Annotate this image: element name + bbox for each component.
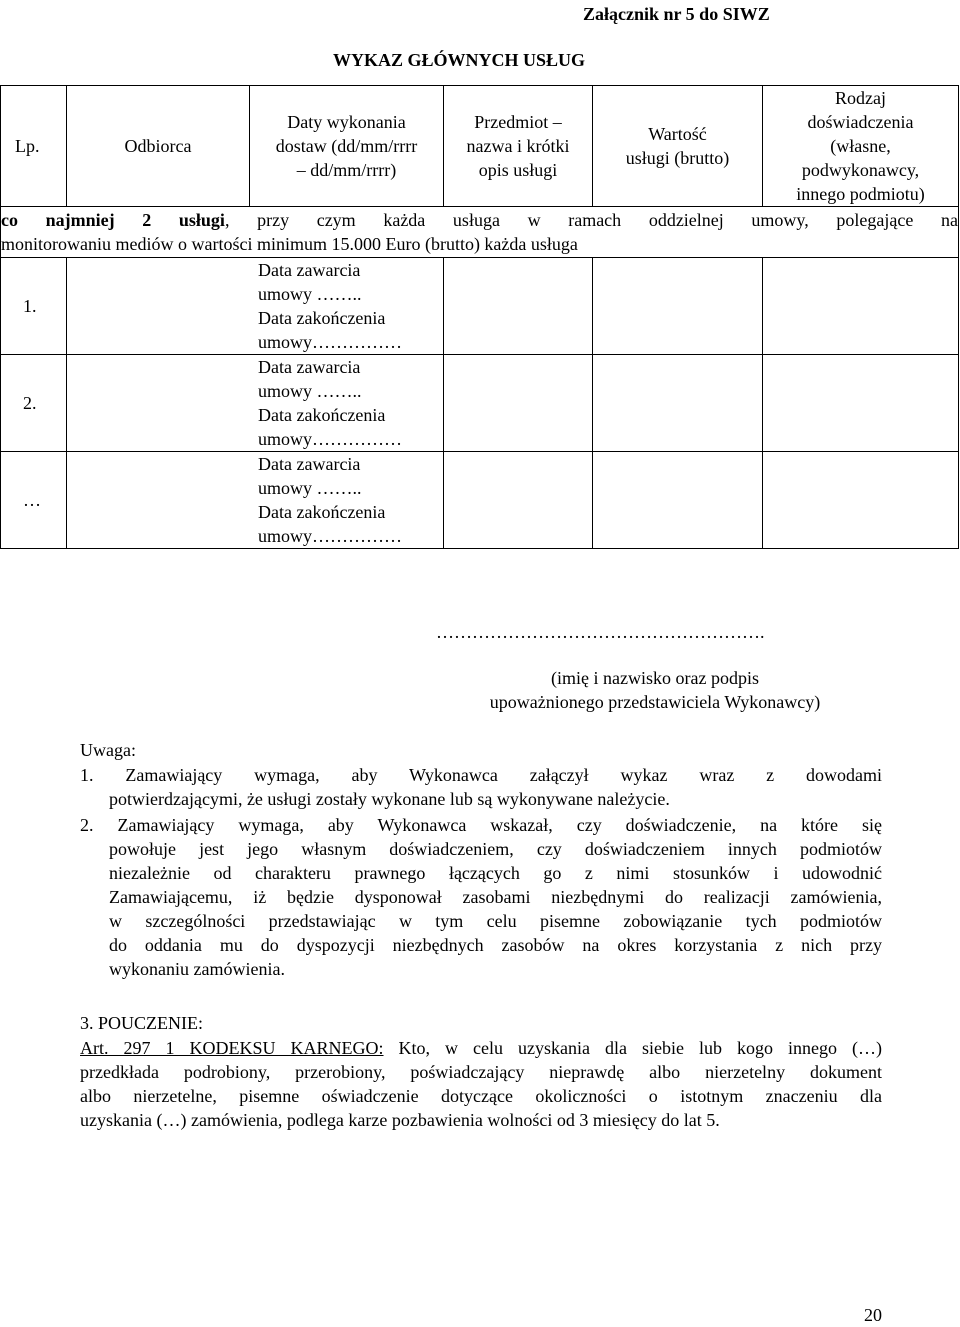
note-3: Art. 297 1 KODEKSU KARNEGO: Kto, w celu uzyskania dla siebie lub kogo innego (…) przedkłada podrobiony, przerobiony, poświadczający nieprawdę albo nierzetelny dokument albo nierzetelne, pisemne oświadczenie dotyczące okoliczności o istotnym znaczeniu dla uzyskania (…) zamówienia, podlega karze pozbawienia wolności od 3 miesięcy do lat 5.: [80, 1038, 882, 1130]
requirement-bold: co najmniej 2 usługi: [1, 210, 225, 230]
table-row: [1, 258, 959, 355]
header-rodzaj: Rodzaj doświadczenia (własne, podwykonawcy, innego podmiotu): [763, 86, 959, 207]
table-row: [1, 452, 959, 549]
document-title: WYKAZ GŁÓWNYCH USŁUG: [333, 50, 586, 70]
table-header-row: [1, 86, 959, 207]
row-dates: Data zawarcia umowy …….. Data zakończenia umowy……………: [67, 355, 444, 452]
header-przedmiot: Przedmiot – nazwa i krótki opis usługi: [444, 86, 593, 207]
row-lp: …: [1, 452, 67, 549]
header-lp: Lp.: [1, 86, 67, 207]
row-dates: Data zawarcia umowy …….. Data zakończenia umowy……………: [67, 258, 444, 355]
row-dates: Data zawarcia umowy …….. Data zakończenia umowy……………: [67, 452, 444, 549]
row-wartosc: [593, 355, 763, 452]
penal-code-reference: Art. 297 1 KODEKSU KARNEGO:: [80, 1038, 384, 1058]
requirement-cell: [1, 207, 959, 258]
signature-line: ……………………………………………….: [436, 622, 765, 642]
services-table: [0, 85, 959, 549]
signature-caption-1: (imię i nazwisko oraz podpis: [551, 668, 759, 688]
note-1: 1. Zamawiający wymaga, aby Wykonawca załączył wykaz wraz z dowodami potwierdzającymi, że usługi zostały wykonane lub są wykonywane należycie.: [80, 765, 882, 809]
row-rodzaj: [763, 452, 959, 549]
row-rodzaj: [763, 258, 959, 355]
header-wartosc: Wartość usługi (brutto): [593, 86, 763, 207]
row-lp: 2.: [1, 355, 67, 452]
page-number: 20: [864, 1305, 882, 1325]
note-2: 2. Zamawiający wymaga, aby Wykonawca wskazał, czy doświadczenie, na które się powołuje jest jego własnym doświadczeniem, czy doświadczeniem innych podmiotów niezależnie od charakteru prawnego łączących go z nimi stosunków i udowodnić Zamawiającemu, iż będzie dysponował zasobami niezbędnymi do realizacji zamówienia, w szczególności przedstawiając w tym celu pisemne zobowiązanie tych podmiotów do oddania mu do dyspozycji niezbędnych zasobów na okres korzystania z nich przy wykonaniu zamówienia.: [80, 815, 882, 979]
row-rodzaj: [763, 355, 959, 452]
row-lp: 1.: [1, 258, 67, 355]
signature-caption-2: upoważnionego przedstawiciela Wykonawcy): [489, 692, 821, 712]
row-wartosc: [593, 258, 763, 355]
requirement-text: , przy czym każda usługa w ramach oddzielnej umowy, polegające na: [224, 210, 958, 230]
table-row: [1, 355, 959, 452]
row-przedmiot: [444, 452, 593, 549]
header-odbiorca: Odbiorca: [67, 86, 250, 207]
note-3-heading: 3. POUCZENIE:: [80, 1013, 203, 1033]
header-daty: Daty wykonania dostaw (dd/mm/rrrr – dd/mm/rrrr): [250, 86, 444, 207]
annex-label: Załącznik nr 5 do SIWZ: [583, 4, 770, 24]
notes-heading: Uwaga:: [80, 740, 136, 760]
row-wartosc: [593, 452, 763, 549]
row-przedmiot: [444, 258, 593, 355]
requirement-text-line2: monitorowaniu mediów o wartości minimum 15.000 Euro (brutto) każda usługa: [1, 234, 578, 254]
row-przedmiot: [444, 355, 593, 452]
requirement-row: [1, 207, 959, 258]
